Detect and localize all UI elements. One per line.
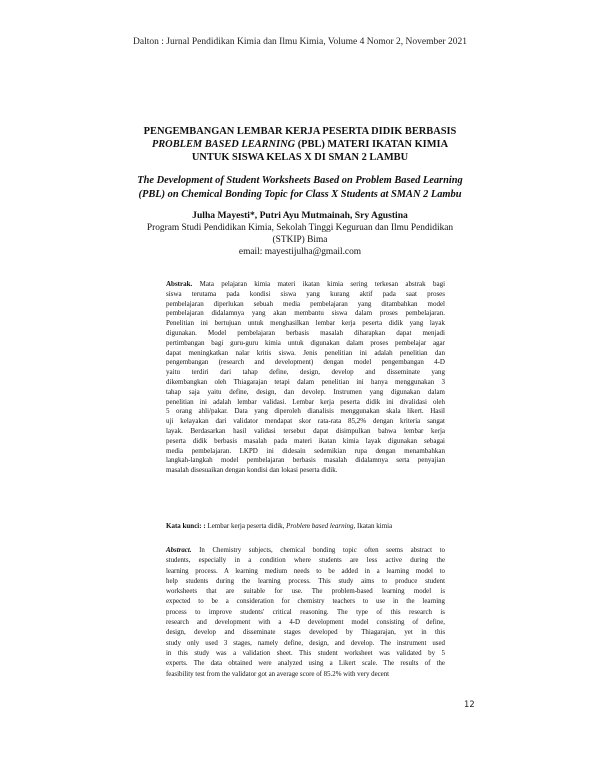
- abstract-line: [166, 618, 445, 628]
- title-line-3: UNTUK SISWA KELAS X DI SMAN 2 LAMBU: [191, 152, 409, 163]
- abstract-line-text: design, develop and disseminate stages developed by Thiagarajan, yet in this: [166, 629, 445, 637]
- abstract-line: [166, 358, 445, 368]
- abstract-line-text: media pembelajaran. LKPD ini didesain sedemikian rupa dengan menambahkan: [166, 446, 445, 455]
- title-line-1: PENGEMBANGAN LEMBAR KERJA PESERTA DIDIK BERBASIS: [143, 126, 457, 137]
- abstract-line-text: feasibility test from the validator got an average score of 85.2% with very decent: [166, 670, 390, 678]
- affiliation-line-1: Program Studi Pendidikan Kimia, Sekolah Tinggi Keguruan dan Ilmu Pendidikan: [146, 223, 454, 233]
- abstract-line: [166, 417, 445, 427]
- abstract-line-text: masalah disesuaikan dengan kondisi dan lokasi peserta didik.: [166, 466, 338, 475]
- abstract-line: [166, 659, 445, 669]
- title-line-2-rest: (PBL) MATERI IKATAN KIMIA: [295, 139, 449, 150]
- indonesian-title: [90, 125, 510, 164]
- abstract-line: [166, 309, 445, 319]
- keywords-label: Kata kunci: :: [166, 522, 206, 530]
- abstract-line-text: dapat meningkatkan nalar kritis siswa. Jenis penelitian ini adalah penelitian dan: [166, 348, 445, 357]
- abstract-line: [166, 407, 445, 417]
- en-title-line-2: (PBL) on Chemical Bonding Topic for Class X Students at SMAN 2 Lambu: [138, 189, 462, 200]
- abstract-line-text: worksheets that are suitable for use. The problem-based learning model is: [166, 588, 445, 596]
- author-email: email: mayestijulha@gmail.com: [238, 247, 362, 257]
- abstract-indonesian: [166, 280, 445, 476]
- abstract-line-text: peserta didik berbasis masalah pada materi ikatan kimia layak digunakan sebagai: [166, 436, 445, 445]
- abstract-line: [166, 398, 445, 408]
- abstract-line: [166, 466, 445, 476]
- abstract-line-text: help students during the learning process. This study aims to produce student: [166, 577, 445, 585]
- abstract-line-text: penelitian ini adalah lembar validasi. Lembar kerja peserta didik ini divalidasi oleh: [166, 397, 445, 406]
- abstract-line: [166, 628, 445, 638]
- abstract-line: [166, 437, 445, 447]
- abstract-line: [166, 587, 445, 597]
- abstract-line: [166, 546, 445, 556]
- abstract-line: [166, 456, 445, 466]
- keywords-text-2: , Ikatan kimia: [353, 522, 393, 530]
- abstract-line: [166, 280, 445, 290]
- abstract-line: [166, 577, 445, 587]
- english-title: [100, 174, 500, 202]
- abstract-line: [166, 349, 445, 359]
- abstract-line: [166, 447, 445, 457]
- abstract-line: [166, 427, 445, 437]
- abstract-line: [166, 597, 445, 607]
- abstract-line: [166, 319, 445, 329]
- abstract-line: [166, 378, 445, 388]
- abstract-line-text: study only used 3 stages, namely define, design, and develop. The instrument used: [166, 639, 445, 647]
- keywords-italic: Problem based learning: [286, 522, 354, 530]
- abstract-line: [166, 567, 445, 577]
- abstract-line-text: Penelitian ini bertujuan untuk menghasilkan lembar kerja peserta didik yang layak: [166, 319, 445, 328]
- abstract-line-text: yaitu terdiri dari tahap define, design, develop and disseminate yang: [166, 368, 445, 377]
- abstract-line-text: students, especially in a condition where students are less active during the: [166, 557, 445, 565]
- abstract-line-text: 5 orang ahli/pakar. Data yang diperoleh dianalisis menggunakan skala likert. Hasil: [166, 407, 445, 416]
- abstract-line-text: expected to be a consideration for chemistry teachers to use in the learning: [166, 598, 445, 606]
- title-line-2: [90, 138, 510, 151]
- abstract-line: [166, 388, 445, 398]
- abstract-line-text: dikembangkan oleh Thiagarajan tetapi dalam penelitian ini hanya menggunakan 3: [166, 377, 445, 386]
- abstract-line: [166, 639, 445, 649]
- abstract-line-text: in this study was a validation sheet. This student worksheet was validated by 5: [166, 649, 445, 657]
- running-header: Dalton : Jurnal Pendidikan Kimia dan Ilmu Kimia, Volume 4 Nomor 2, November 2021: [133, 37, 467, 47]
- abstract-line-text: process to improve students' critical reasoning. The type of this research is: [166, 608, 445, 616]
- abstract-line: [166, 368, 445, 378]
- abstract-line-text: tahap saja yaitu define, design, dan devolep. Instrumen yang digunakan dalam: [166, 387, 445, 396]
- abstract-line: [166, 300, 445, 310]
- abstract-line-text: research and development with a 4-D development model consisting of define,: [166, 619, 445, 627]
- abstract-line: [166, 339, 445, 349]
- keywords-text-1: Lembar kerja peserta didik,: [205, 522, 287, 530]
- page-number: 12: [464, 699, 475, 709]
- abstract-line-text: pertimbangan bagi guru-guru kimia untuk digunakan dalam proses pembelajar agar: [166, 338, 445, 347]
- abstract-line-text: siswa terutama pada kondisi siswa yang kurang aktif pada saat proses: [166, 289, 445, 298]
- abstract-line: [166, 670, 445, 680]
- abstract-line-text: uji kelayakan dari validator mendapat skor rata-rata 85,2% dengan kriteria sangat: [166, 417, 445, 426]
- abstract-line-text: layak. Berdasarkan hasil validasi tersebut dapat disimpulkan bahwa lembar kerja: [166, 426, 445, 435]
- abstract-line-text: learning process. A learning medium needs to be added in a learning model to: [166, 567, 445, 575]
- abstract-label: Abstract.: [166, 547, 192, 554]
- keywords: [166, 522, 466, 530]
- abstract-line-text: experts. The data obtained were analyzed using a Likert scale. The results of the: [166, 660, 445, 668]
- abstract-label: Abstrak.: [166, 280, 193, 288]
- authors: Julha Mayesti*, Putri Ayu Mutmainah, Sry Agustina: [192, 210, 408, 221]
- abstract-line-text: pembelajaran didalamnya yang akan membantu siswa dalam proses pembelajaran.: [166, 309, 445, 318]
- abstract-line: [166, 608, 445, 618]
- abstract-line-text: langkah-langkah model pembelajaran berbasis masalah didalamnya serta penyajian: [166, 456, 445, 465]
- abstract-line-text: digunakan. Model pembelajaran berbasis masalah diharapkan dapat menjadi: [166, 328, 445, 337]
- affiliation-line-2: (STKIP) Bima: [272, 235, 328, 245]
- title-line-2-italic: PROBLEM BASED LEARNING: [151, 139, 296, 150]
- abstract-line: [166, 329, 445, 339]
- en-title-line-1: The Development of Student Worksheets Based on Problem Based Learning: [137, 175, 463, 186]
- abstract-line-text: In Chemistry subjects, chemical bonding topic often seems abstract to: [199, 547, 445, 554]
- abstract-line-text: pembelajaran diperlukan sebuah media pembelajaran yang ditambahkan model: [166, 299, 445, 308]
- abstract-line-text: pengembangan (research and development) dengan model pengembangan 4-D: [166, 358, 445, 367]
- abstract-line: [166, 649, 445, 659]
- abstract-line: [166, 290, 445, 300]
- affiliation: [120, 222, 480, 258]
- abstract-line-text: Mata pelajaran kimia materi ikatan kimia sering terkesan abstrak bagi: [199, 280, 446, 288]
- abstract-english: [166, 546, 445, 680]
- abstract-line: [166, 556, 445, 566]
